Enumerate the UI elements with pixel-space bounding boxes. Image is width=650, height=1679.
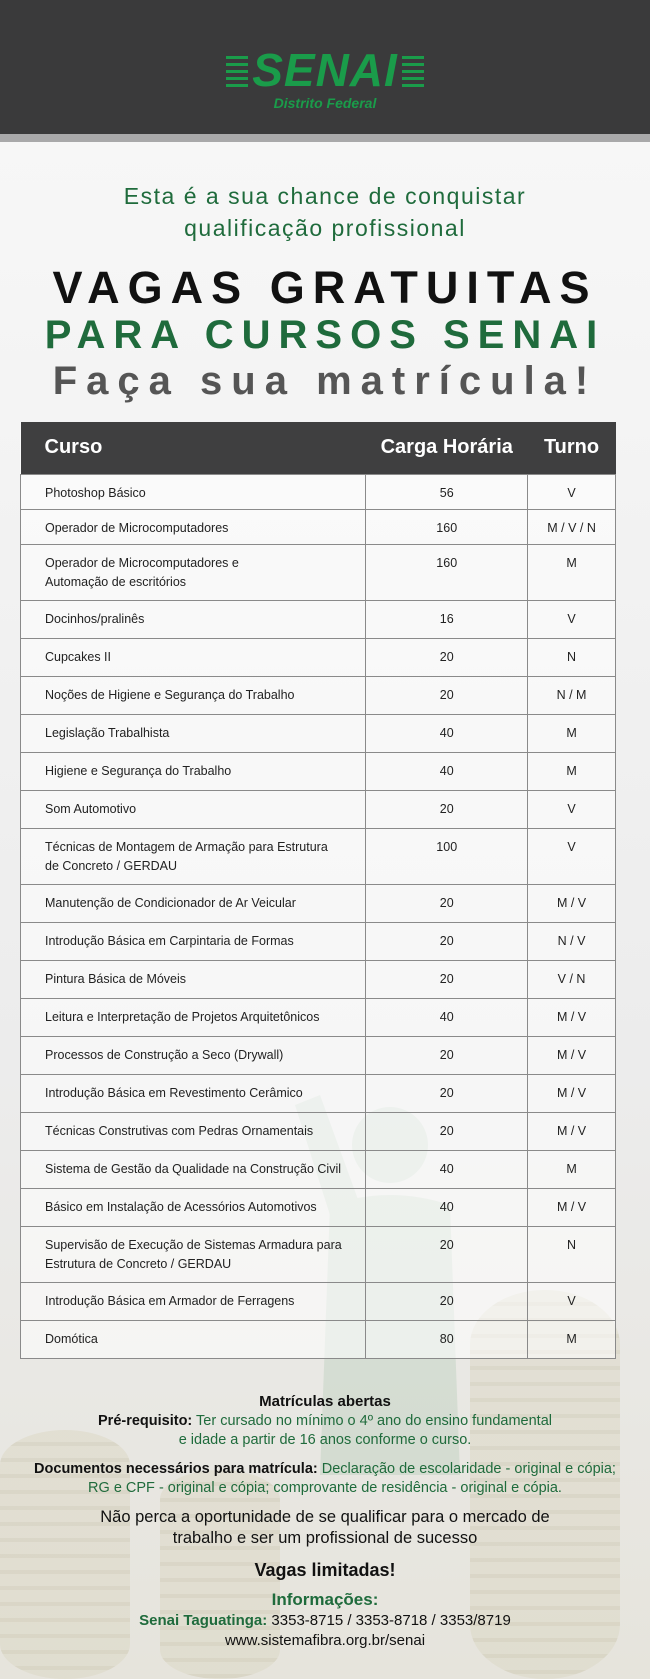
table-row (21, 676, 616, 714)
table-row (21, 998, 616, 1036)
course-name: Introdução Básica em Revestimento Cerâmico (21, 1074, 366, 1112)
documents-line-1 (0, 1460, 650, 1479)
headline-vagas: VAGAS GRATUITAS (52, 262, 598, 313)
course-hours: 100 (366, 828, 528, 884)
senai-logo (0, 44, 650, 112)
course-hours: 20 (366, 1074, 528, 1112)
course-hours: 20 (366, 1112, 528, 1150)
course-hours: 20 (366, 1226, 528, 1282)
table-row (21, 828, 616, 884)
course-shift: M / V (528, 1074, 616, 1112)
course-shift: V / N (528, 960, 616, 998)
course-shift: M / V (528, 884, 616, 922)
table-row (21, 638, 616, 676)
table-row (21, 1282, 616, 1320)
course-hours: 20 (366, 790, 528, 828)
table-body (21, 474, 616, 1358)
table-row (21, 714, 616, 752)
logo-subtitle: Distrito Federal (273, 95, 377, 111)
logo-wordmark (252, 44, 398, 96)
table-row (21, 1320, 616, 1358)
documents-text-2: RG e CPF - original e cópia; comprovante de residência - original e cópia. (88, 1480, 562, 1496)
course-name: Leitura e Interpretação de Projetos Arquitetônicos (21, 998, 366, 1036)
prerequisite-label: Pré-requisito: (98, 1413, 193, 1429)
course-shift: N (528, 638, 616, 676)
course-shift: M (528, 1320, 616, 1358)
course-name: Introdução Básica em Carpintaria de Formas (21, 922, 366, 960)
table-row (21, 1188, 616, 1226)
logo-lines-left-icon (226, 56, 248, 88)
header-carga-horaria: Carga Horária (366, 422, 528, 474)
course-name: Noções de Higiene e Segurança do Trabalho (21, 676, 366, 714)
course-shift: V (528, 474, 616, 509)
course-name: Pintura Básica de Móveis (21, 960, 366, 998)
course-shift: N (528, 1226, 616, 1282)
course-shift: M / V (528, 998, 616, 1036)
headline-matricula: Faça sua matrícula! (52, 359, 598, 403)
course-shift: V (528, 1282, 616, 1320)
course-hours: 20 (366, 884, 528, 922)
course-name: Introdução Básica em Armador de Ferragens (21, 1282, 366, 1320)
header-turno: Turno (528, 422, 616, 474)
course-hours: 40 (366, 998, 528, 1036)
table-row (21, 960, 616, 998)
website-link[interactable]: www.sistemafibra.org.br/senai (224, 1632, 426, 1649)
course-shift: M / V (528, 1112, 616, 1150)
course-shift: M / V (528, 1036, 616, 1074)
course-name: Docinhos/pralinês (21, 600, 366, 638)
course-shift: V (528, 600, 616, 638)
course-hours: 40 (366, 714, 528, 752)
course-hours: 20 (366, 1036, 528, 1074)
course-name: Higiene e Segurança do Trabalho (21, 752, 366, 790)
courses-table (20, 422, 616, 1359)
table-row (21, 1074, 616, 1112)
table-row (21, 1036, 616, 1074)
opportunity-line-2: trabalho e ser um profissional de sucesso (172, 1529, 478, 1547)
header-divider (0, 134, 650, 142)
course-hours: 16 (366, 600, 528, 638)
table-row (21, 922, 616, 960)
table-row (21, 752, 616, 790)
course-name: Som Automotivo (21, 790, 366, 828)
course-hours: 80 (366, 1320, 528, 1358)
logo-lines-right-icon (402, 56, 424, 88)
course-hours: 40 (366, 1150, 528, 1188)
tagline-line-2: qualificação profissional (184, 215, 466, 241)
course-hours: 40 (366, 1188, 528, 1226)
course-hours: 20 (366, 676, 528, 714)
course-name: Básico em Instalação de Acessórios Automotivos (21, 1188, 366, 1226)
prerequisite-text-2: e idade a partir de 16 anos conforme o curso. (178, 1432, 472, 1448)
contact-phones: 3353-8715 / 3353-8718 / 3353/8719 (271, 1612, 511, 1629)
course-hours: 160 (366, 544, 528, 600)
contact-line (0, 1611, 650, 1631)
contact-name: Senai Taguatinga: (139, 1612, 268, 1629)
course-name: Sistema de Gestão da Qualidade na Construção Civil (21, 1150, 366, 1188)
course-name: Processos de Construção a Seco (Drywall) (21, 1036, 366, 1074)
course-shift: M (528, 714, 616, 752)
course-shift: M (528, 1150, 616, 1188)
table-row (21, 1112, 616, 1150)
logo-text: SENAI (252, 44, 398, 96)
opportunity-line-1: Não perca a oportunidade de se qualificar para o mercado de (100, 1508, 550, 1526)
course-hours: 20 (366, 960, 528, 998)
table-row (21, 474, 616, 509)
course-hours: 20 (366, 1282, 528, 1320)
course-hours: 40 (366, 752, 528, 790)
footer-info (0, 1392, 650, 1651)
table-row (21, 509, 616, 544)
course-shift: M (528, 752, 616, 790)
course-name: Photoshop Básico (21, 474, 366, 509)
course-name: Manutenção de Condicionador de Ar Veicular (21, 884, 366, 922)
table-row (21, 1226, 616, 1282)
course-shift: V (528, 790, 616, 828)
course-shift: V (528, 828, 616, 884)
table-row (21, 1150, 616, 1188)
prerequisite-text-1: Ter cursado no mínimo o 4º ano do ensino fundamental (196, 1413, 552, 1429)
course-shift: N / V (528, 922, 616, 960)
course-shift: N / M (528, 676, 616, 714)
table-header-row (21, 422, 616, 474)
headline-cursos: PARA CURSOS SENAI (44, 313, 606, 357)
table-row (21, 600, 616, 638)
course-name: Operador de Microcomputadores e Automação de escritórios (21, 544, 366, 600)
documents-label: Documentos necessários para matrícula: (34, 1461, 318, 1477)
course-name: Técnicas Construtivas com Pedras Ornamentais (21, 1112, 366, 1150)
tagline-line-1: Esta é a sua chance de conquistar (123, 183, 527, 209)
course-name: Operador de Microcomputadores (21, 509, 366, 544)
course-name: Cupcakes II (21, 638, 366, 676)
tagline (0, 180, 650, 244)
course-name: Técnicas de Montagem de Armação para Estrutura de Concreto / GERDAU (21, 828, 366, 884)
course-hours: 20 (366, 638, 528, 676)
matriculas-abertas: Matrículas abertas (259, 1393, 391, 1410)
course-hours: 56 (366, 474, 528, 509)
course-name: Legislação Trabalhista (21, 714, 366, 752)
course-shift: M / V (528, 1188, 616, 1226)
course-shift: M (528, 544, 616, 600)
table-row (21, 544, 616, 600)
table-row (21, 790, 616, 828)
course-hours: 20 (366, 922, 528, 960)
documents-text-1: Declaração de escolaridade - original e cópia; (321, 1461, 616, 1477)
header-curso: Curso (21, 422, 366, 474)
course-hours: 160 (366, 509, 528, 544)
vagas-limitadas: Vagas limitadas! (254, 1560, 396, 1580)
prerequisite-line-1 (0, 1412, 650, 1431)
course-name: Supervisão de Execução de Sistemas Armadura para Estrutura de Concreto / GERDAU (21, 1226, 366, 1282)
course-shift: M / V / N (528, 509, 616, 544)
course-name: Domótica (21, 1320, 366, 1358)
table-row (21, 884, 616, 922)
info-title: Informações: (271, 1590, 379, 1609)
